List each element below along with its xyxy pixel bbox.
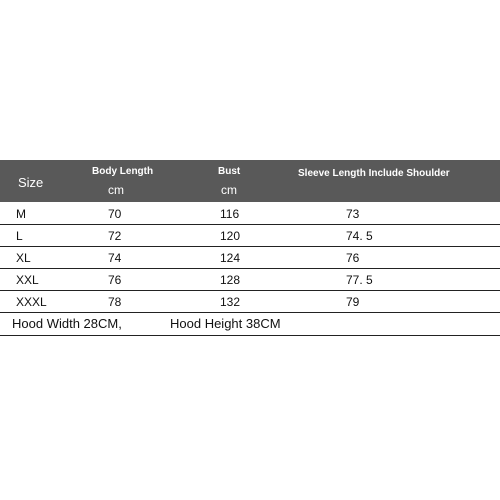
table-row bbox=[0, 246, 500, 269]
header-body-length-unit: cm bbox=[108, 183, 124, 197]
cell-body-length: 72 bbox=[108, 229, 122, 243]
cell-size: XL bbox=[16, 251, 31, 265]
header-size: Size bbox=[18, 175, 44, 190]
cell-bust: 128 bbox=[220, 273, 241, 287]
hood-notes-row bbox=[0, 313, 500, 336]
cell-bust: 120 bbox=[220, 229, 241, 243]
cell-body-length: 70 bbox=[108, 207, 122, 221]
cell-body-length: 76 bbox=[108, 273, 122, 287]
cell-sleeve: 79 bbox=[346, 295, 360, 309]
cell-size: M bbox=[16, 207, 26, 221]
cell-bust: 116 bbox=[220, 207, 240, 221]
hood-width-note: Hood Width 28CM, bbox=[12, 316, 122, 331]
header-bust-unit: cm bbox=[221, 183, 237, 197]
cell-sleeve: 73 bbox=[346, 207, 360, 221]
cell-size: XXL bbox=[16, 273, 39, 287]
cell-sleeve: 77. 5 bbox=[346, 273, 373, 287]
header-sleeve-length: Sleeve Length Include Shoulder bbox=[298, 168, 450, 179]
header-bust: Bust bbox=[218, 166, 241, 177]
cell-sleeve: 74. 5 bbox=[346, 229, 373, 243]
hood-height-note: Hood Height 38CM bbox=[170, 316, 281, 331]
cell-body-length: 78 bbox=[108, 295, 122, 309]
cell-bust: 132 bbox=[220, 295, 241, 309]
cell-size: L bbox=[16, 229, 23, 243]
table-row bbox=[0, 268, 500, 291]
cell-size: XXXL bbox=[16, 295, 47, 309]
size-chart-table bbox=[0, 160, 500, 338]
table-row bbox=[0, 202, 500, 225]
cell-bust: 124 bbox=[220, 251, 241, 265]
header-body-length: Body Length bbox=[92, 166, 154, 177]
table-row bbox=[0, 224, 500, 247]
cell-sleeve: 76 bbox=[346, 251, 360, 265]
table-row bbox=[0, 290, 500, 313]
table-header bbox=[0, 160, 500, 202]
cell-body-length: 74 bbox=[108, 251, 122, 265]
